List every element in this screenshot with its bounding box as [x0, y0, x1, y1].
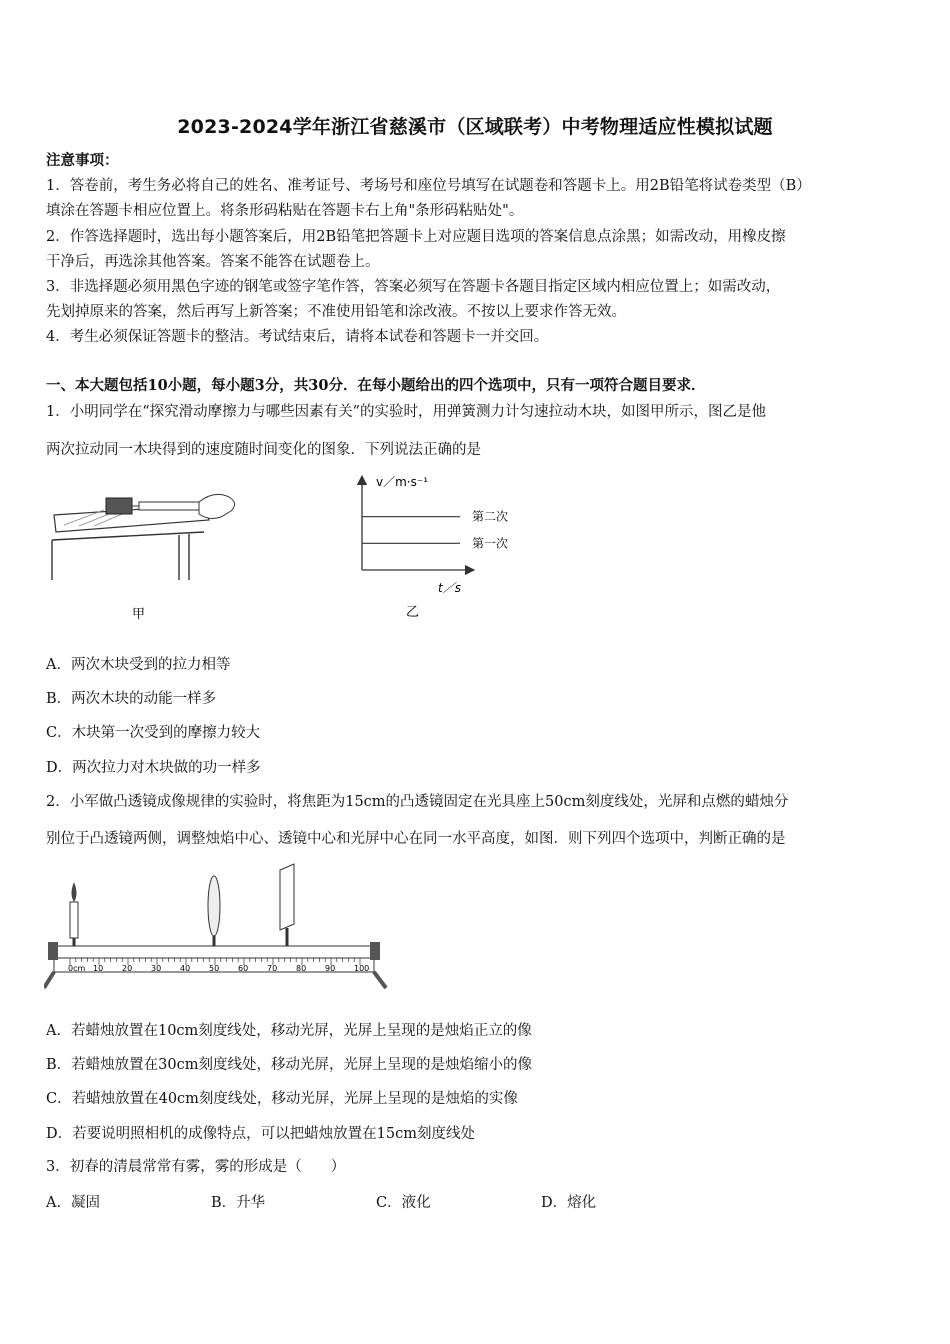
ruler-label: 0cm	[68, 964, 86, 973]
q3-option-d: D．熔化	[541, 1195, 597, 1211]
q1-figure-a	[44, 480, 264, 630]
ruler-label: 100	[354, 964, 370, 973]
ruler-label: 10	[93, 964, 104, 973]
notice-line: 1．答卷前，考生务必将自己的姓名、准考证号、考场号和座位号填写在试题卷和答题卡上。用2B铅笔将试卷类型（B）	[46, 178, 811, 194]
q1-figure-b-label: 乙	[406, 605, 420, 620]
q3-option-b: B．升华	[211, 1195, 266, 1211]
q1-stem-line: 两次拉动同一木块得到的速度随时间变化的图象．下列说法正确的是	[46, 442, 481, 458]
ruler-label: 90	[325, 964, 336, 973]
candle-flame	[72, 882, 77, 902]
convex-lens	[208, 876, 220, 936]
notice-line: 填涂在答题卡相应位置上。将条形码粘贴在答题卡右上角"条形码粘贴处"。	[46, 203, 524, 219]
q2-option-b: B．若蜡烛放置在30cm刻度线处，移动光屏，光屏上呈现的是烛焰缩小的像	[46, 1057, 532, 1073]
ruler-label: 60	[238, 964, 249, 973]
notice-line: 3．非选择题必须用黑色字迹的钢笔或签字笔作答，答案必须写在答题卡各题目指定区域内相应位置上；如需改动，	[46, 279, 781, 295]
bench-rail	[54, 946, 374, 958]
exam-title: 2023-2024学年浙江省慈溪市（区域联考）中考物理适应性模拟试题	[177, 116, 773, 138]
ruler-label: 40	[180, 964, 191, 973]
q2-stem-line: 别位于凸透镜两侧，调整烛焰中心、透镜中心和光屏中心在同一水平高度，如图．则下列四个选项中，判断正确的是	[46, 831, 786, 847]
ruler-label: 80	[296, 964, 307, 973]
notice-line: 干净后，再选涂其他答案。答案不能答在试题卷上。	[46, 254, 380, 270]
ruler-label: 20	[122, 964, 133, 973]
q1-option-a: A．两次木块受到的拉力相等	[46, 657, 231, 673]
q3-option-c: C．液化	[376, 1195, 431, 1211]
q2-optical-bench-figure	[44, 858, 389, 993]
light-screen	[280, 864, 294, 930]
x-axis-label: t／s	[438, 581, 461, 595]
q1-option-b: B．两次木块的动能一样多	[46, 691, 217, 707]
section-heading: 一、本大题包括10小题，每小题3分，共30分．在每小题给出的四个选项中，只有一项符合题目要求．	[46, 377, 706, 394]
notice-heading: 注意事项：	[46, 152, 119, 169]
q1-option-d: D．两次拉力对木块做的功一样多	[46, 760, 261, 776]
ruler-label: 30	[151, 964, 162, 973]
q1-option-c: C．木块第一次受到的摩擦力较大	[46, 725, 261, 741]
q2-option-c: C．若蜡烛放置在40cm刻度线处，移动光屏，光屏上呈现的是烛焰的实像	[46, 1091, 518, 1107]
y-axis-label: v／m·s⁻¹	[376, 475, 429, 489]
ruler-label: 70	[267, 964, 278, 973]
q2-option-d: D．若要说明照相机的成像特点，可以把蜡烛放置在15cm刻度线处	[46, 1126, 475, 1142]
q2-stem-line: 2．小军做凸透镜成像规律的实验时，将焦距为15cm的凸透镜固定在光具座上50cm刻度线处，光屏和点燃的蜡烛分	[46, 794, 789, 810]
q3-stem: 3．初春的清晨常常有雾，雾的形成是（ ）	[46, 1159, 346, 1175]
notice-line: 2．作答选择题时，选出每小题答案后，用2B铅笔把答题卡上对应题目选项的答案信息点涂黑；如需改动，用橡皮擦	[46, 229, 786, 245]
candle	[70, 902, 78, 938]
q1-stem-line: 1．小明同学在“探究滑动摩擦力与哪些因素有关”的实验时，用弹簧测力计匀速拉动木块，如图甲所示，图乙是他	[46, 404, 767, 420]
notice-line: 4．考生必须保证答题卡的整洁。考试结束后，请将本试卷和答题卡一并交回。	[46, 329, 549, 345]
q3-option-a: A．凝固	[46, 1195, 100, 1211]
notice-line: 先划掉原来的答案，然后再写上新答案；不准使用铅笔和涂改液。不按以上要求作答无效。	[46, 304, 626, 320]
series-label-second: 第二次	[472, 509, 509, 524]
series-label-first: 第一次	[472, 536, 509, 551]
q1-figure-a-label: 甲	[132, 607, 146, 622]
q2-option-a: A．若蜡烛放置在10cm刻度线处，移动光屏，光屏上呈现的是烛焰正立的像	[46, 1023, 532, 1039]
ruler-label: 50	[209, 964, 220, 973]
q1-figure-b	[340, 470, 540, 620]
